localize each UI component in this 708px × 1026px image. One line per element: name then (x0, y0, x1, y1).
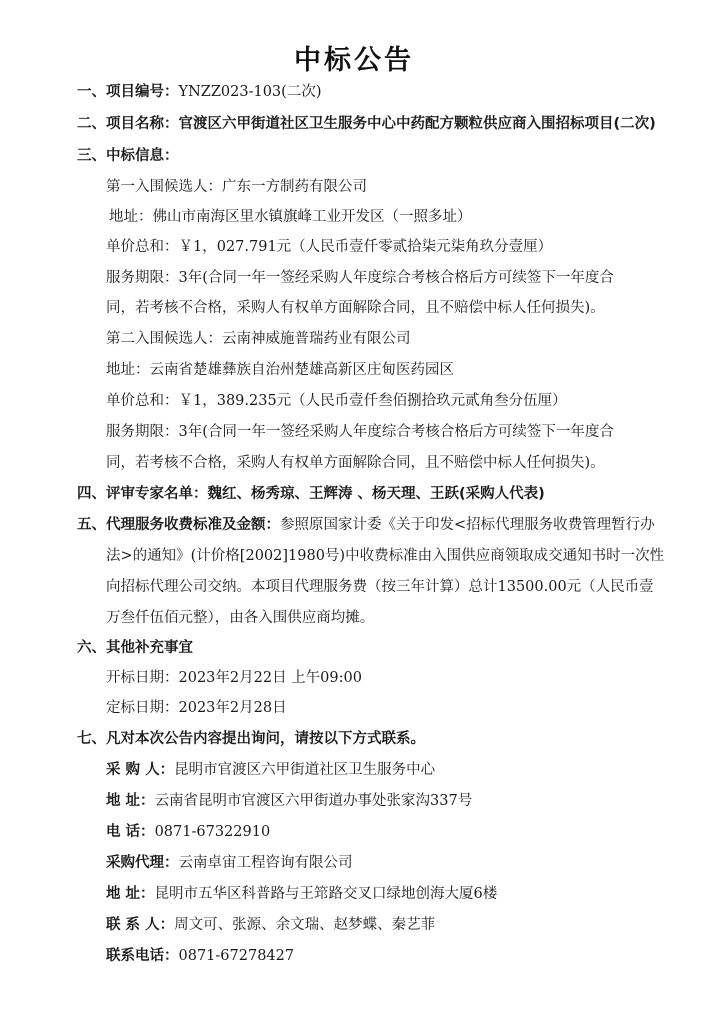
section-heading: 五、代理服务收费标准及金额： (77, 517, 280, 533)
candidate-2-name: 第二入围候选人：云南神威施普瑞药业有限公司 (106, 331, 411, 347)
buyer-phone-line (106, 822, 270, 842)
candidate-1-period: 服务期限：3年(合同一年一签经采购人年度综合考核合格后方可续签下一年度合 (106, 270, 614, 286)
agent-name: 云南卓宙工程咨询有限公司 (178, 855, 353, 871)
project-number-line (77, 82, 321, 102)
agent-address-line (106, 884, 497, 904)
section-heading: 一、项目编号： (77, 84, 179, 100)
fee-text-3: 向招标代理公司交纳。本项目代理服务费（按三年计算）总计13500.00元（人民币壹 (106, 579, 654, 595)
buyer-label: 采 购 人： (106, 762, 175, 778)
buyer-phone: 0871-67322910 (154, 824, 271, 840)
buyer-address: 云南省昆明市官渡区六甲街道办事处张家沟337号 (154, 793, 473, 809)
expert-list-line (77, 484, 545, 504)
section-heading: 四、评审专家名单： (77, 486, 208, 502)
contact-person-line (106, 915, 435, 935)
candidate-1-period-cont: 同，若考核不合格，采购人有权单方面解除合同，且不赔偿中标人任何损失)。 (106, 300, 605, 316)
page-title: 中标公告 (294, 45, 414, 76)
contact-persons: 周文可、张源、余文瑞、赵梦蝶、秦艺菲 (174, 917, 436, 933)
fee-text-1: 参照原国家计委《关于印发<招标代理服务收费管理暂行办 (280, 517, 655, 533)
agent-line (106, 853, 353, 873)
candidate-1-price: 单价总和：￥1，027.791元（人民币壹仟零贰拾柒元柒角玖分壹厘） (106, 239, 553, 255)
agent-address: 昆明市五华区科普路与王筇路交叉口绿地创海大厦6楼 (154, 886, 498, 902)
contact-phone-line (106, 946, 294, 966)
candidate-1-name: 第一入围候选人：广东一方制药有限公司 (106, 179, 367, 195)
phone-label: 电 话： (106, 824, 155, 840)
project-name: 官渡区六甲街道社区卫生服务中心中药配方颗粒供应商入围招标项目(二次) (178, 116, 656, 132)
candidate-2-period-cont: 同，若考核不合格，采购人有权单方面解除合同，且不赔偿中标人任何损失)。 (106, 455, 605, 471)
project-name-line (77, 114, 656, 134)
contact-label: 联 系 人： (106, 917, 175, 933)
buyer-address-line (106, 791, 472, 811)
award-date: 定标日期：2023年2月28日 (106, 700, 287, 716)
section-heading: 二、项目名称： (77, 116, 179, 132)
fee-standard-line (77, 515, 655, 535)
fee-text-2: 法>的通知》(计价格[2002]1980号)中收费标准由入围供应商领取成交通知书时一次性 (106, 548, 665, 564)
project-number: YNZZ023-103(二次) (178, 84, 322, 100)
candidate-2-price: 单价总和：￥1，389.235元（人民币壹仟叁佰捌拾玖元贰角叁分伍厘） (106, 393, 567, 409)
address-label: 地 址： (106, 793, 155, 809)
expert-names: 魏红、杨秀琼、王辉涛 、杨天理、王跃(采购人代表) (207, 486, 545, 502)
section-heading: 三、中标信息： (77, 148, 179, 164)
address-label: 地 址： (106, 886, 155, 902)
section-heading: 七、凡对本次公告内容提出询问，请按以下方式联系。 (77, 731, 425, 747)
contact-phone-label: 联系电话： (106, 948, 179, 964)
candidate-1-address: 地址：佛山市南海区里水镇旗峰工业开发区（一照多址） (109, 209, 472, 225)
section-heading: 六、其他补充事宜 (77, 640, 193, 656)
agent-label: 采购代理： (106, 855, 179, 871)
buyer-name: 昆明市官渡区六甲街道社区卫生服务中心 (174, 762, 436, 778)
fee-text-4: 万叁仟伍佰元整），由各入围供应商均摊。 (106, 610, 375, 626)
contact-phone: 0871-67278427 (178, 948, 295, 964)
candidate-2-period: 服务期限：3年(合同一年一签经采购人年度综合考核合格后方可续签下一年度合 (106, 424, 614, 440)
bid-opening-date: 开标日期：2023年2月22日 上午09:00 (106, 670, 362, 686)
buyer-line (106, 760, 435, 780)
candidate-2-address: 地址：云南省楚雄彝族自治州楚雄高新区庄甸医药园区 (106, 362, 454, 378)
